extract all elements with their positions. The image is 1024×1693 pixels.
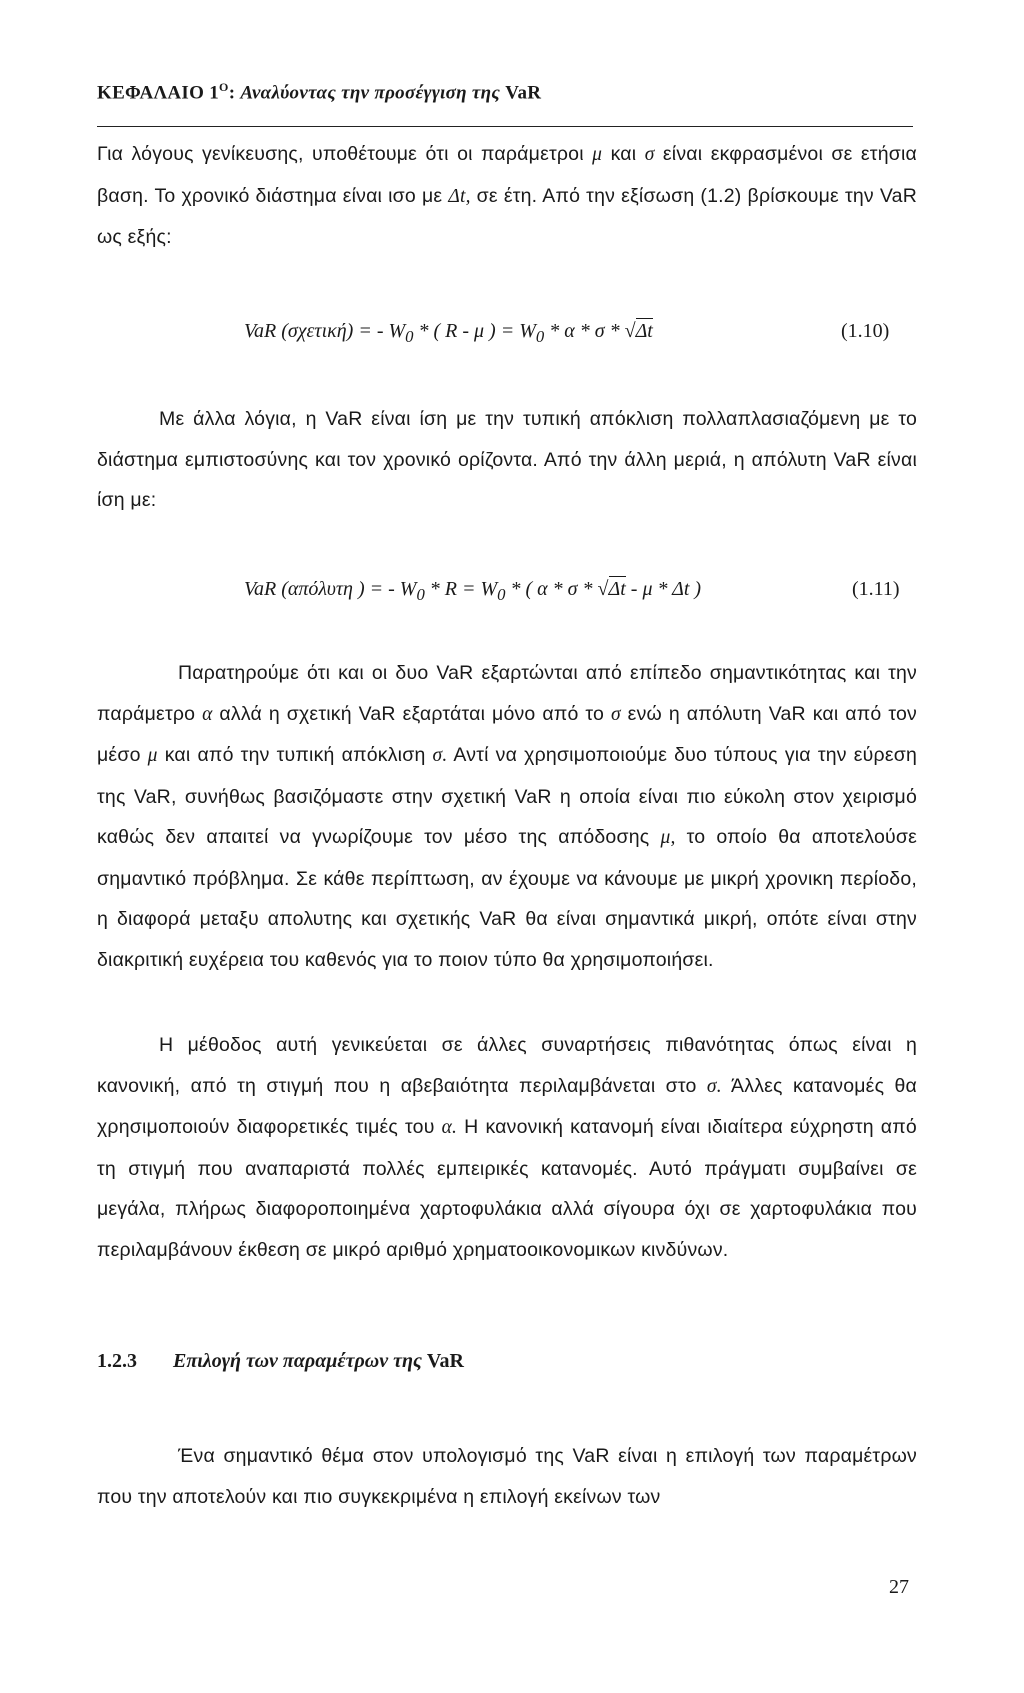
paragraph-1: Για λόγους γενίκευσης, υποθέτουμε ότι οι παράμετροι μ και σ είναι εκφρασμένοι σε ετήσια βαση. Το χρονικό διάστημα είναι ισο με Δt, σε έτη. Από την εξίσωση (1.2) βρίσκουμε την VaR ως εξής: xyxy=(97,143,917,248)
section-number: 1.2.3 xyxy=(97,1350,137,1372)
paragraph-5: Ένα σημαντικό θέμα στον υπολογισμό της VaR είναι η επιλογή των παραμέτρων που την αποτελούν και πιο συγκεκριμένα η επιλογή εκείνων των xyxy=(97,1445,917,1508)
sqrt-symbol: √ xyxy=(597,578,609,600)
equation-1-10: VaR (σχετική) = - $W_0$ * ( R - μ ) = $W_0$ * α * σ * √Δt xyxy=(244,320,653,346)
section-title: Επιλογή των παραμέτρων της VaR xyxy=(173,1350,464,1372)
chapter-title-var: VaR xyxy=(505,82,542,104)
paragraph-4: Η μέθοδος αυτή γενικεύεται σε άλλες συναρτήσεις πιθανότητας όπως είναι η κανονική, από τη στιγμή που η αβεβαιότητα περιλαμβάνεται στο σ. Άλλες κατανομές θα χρησιμοποιούν διαφορετικές τιμές του α. Η κανονική κατανομή είναι ιδιαίτερα εύχρηστη από τη στιγμή που αναπαριστά πολλές εμπειρικές κατανομές. Αυτό πράγματι συμβαίνει σε μεγάλα, πλήρως διαφοροποιημένα χαρτοφυλάκια αλλά σίγουρα όχι σε χαρτοφυλάκια που περιλαμβάνουν έκθεση σε μικρό αριθμό χρηματοοικονομικων κινδύνων. xyxy=(97,1034,917,1261)
header-rule xyxy=(97,126,913,127)
equation-1-11: VaR (απόλυτη ) = - $W_0 * R = W_0$ * ( α * σ * √Δt - μ * Δt ) xyxy=(244,578,702,604)
equation-number-1-10: (1.10) xyxy=(841,320,890,342)
section-heading xyxy=(97,1350,464,1373)
paragraph-2: Με άλλα λόγια, η VaR είναι ίση με την τυπική απόκλιση πολλαπλασιαζόμενη με το διάστημα εμπιστοσύνης και τον χρονικό ορίζοντα. Από την άλλη μεριά, η απόλυτη VaR είναι ίση με: xyxy=(97,408,917,511)
chapter-superscript: Ο xyxy=(219,80,229,94)
chapter-title: Αναλύοντας την προσέγγιση της xyxy=(240,82,501,104)
chapter-number: ΚΕΦΑΛΑΙΟ 1 xyxy=(97,82,220,104)
equation-number-1-11: (1.11) xyxy=(852,578,900,600)
chapter-header: ΚΕΦΑΛΑΙΟ $1^O$: Αναλύοντας την προσέγγιση της VaR xyxy=(97,80,542,104)
sqrt-symbol: √ xyxy=(624,320,636,342)
paragraph-3: Παρατηρούμε ότι και οι δυο VaR εξαρτώνται από επίπεδο σημαντικότητας και την παράμετρο α αλλά η σχετική VaR εξαρτάται μόνο από το σ ενώ η απόλυτη VaR και από τον μέσο μ και από την τυπική απόκλιση σ. Αντί να χρησιμοποιούμε δυο τύπους για την εύρεση της VaR, συνήθως βασιζόμαστε στην σχετική VaR η οποία είναι πιο εύκολη στον χειρισμό καθώς δεν απαιτεί να γνωρίζουμε τον μέσο της απόδοσης μ, το οποίο θα αποτελούσε σημαντικό πρόβλημα. Σε κάθε περίπτωση, αν έχουμε να κάνουμε με μικρή χρονικη περίοδο, η διαφορά μεταξυ απολυτης και σχετικής VaR θα είναι σημαντικά μικρή, οπότε είναι στην διακριτική ευχέρεια του καθενός για το ποιον τύπο θα χρησιμοποιήσει. xyxy=(97,662,917,971)
page-number: 27 xyxy=(889,1576,909,1598)
